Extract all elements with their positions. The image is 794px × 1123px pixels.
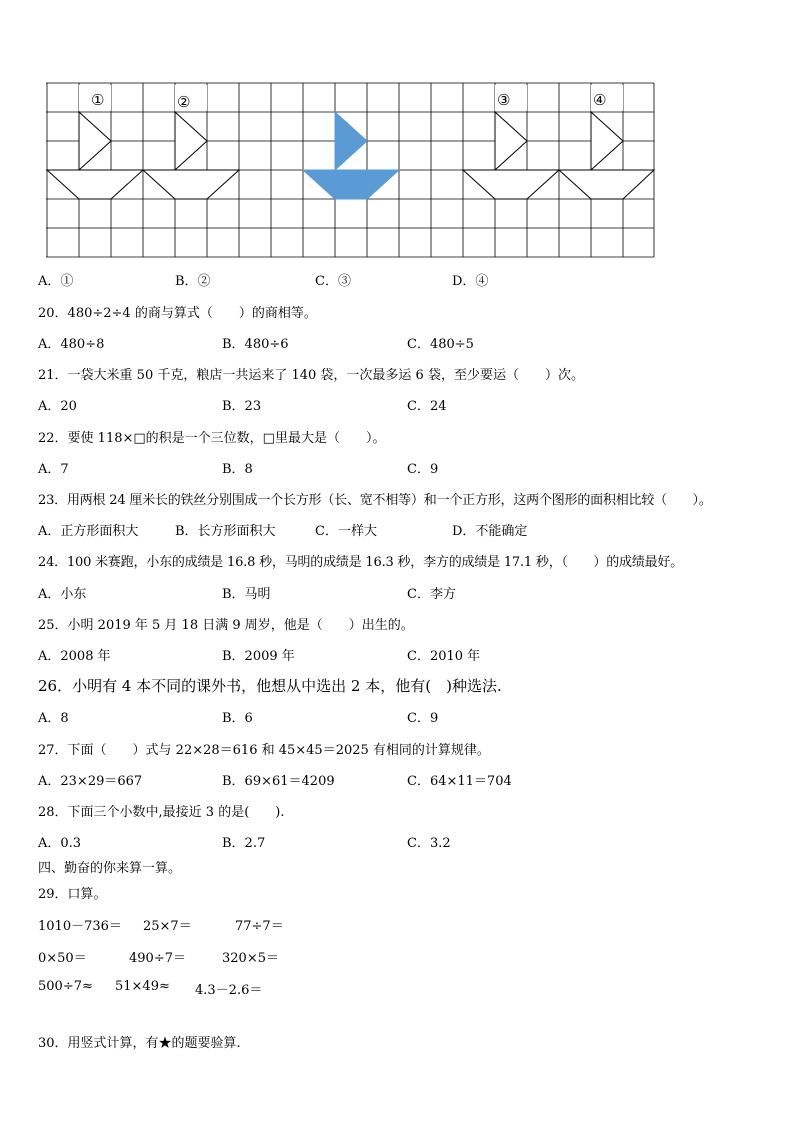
q23-option-c[interactable]: C．一样大	[315, 524, 377, 539]
q24-option-b[interactable]: B．马明	[222, 587, 271, 602]
figure-option-a[interactable]: A．①	[38, 274, 74, 289]
q22-option-b[interactable]: B．8	[222, 462, 253, 477]
question-22-stem: 22．要使 118×□的积是一个三位数，□里最大是（ ）。	[38, 431, 386, 446]
boat-label-2: ②	[177, 93, 191, 111]
question-21-stem: 21．一袋大米重 50 千克，粮店一共运来了 140 袋，一次最多运 6 袋，至少要运（ ）次。	[38, 368, 584, 383]
boat-label-1: ①	[91, 91, 105, 109]
calc-1-3: 77÷7＝	[235, 919, 284, 934]
q23-option-a[interactable]: A．正方形面积大	[38, 524, 139, 539]
q25-option-b[interactable]: B．2009 年	[222, 649, 295, 664]
calc-2-3: 320×5＝	[222, 951, 279, 966]
q24-option-a[interactable]: A．小东	[38, 587, 87, 602]
question-23-stem: 23．用两根 24 厘米长的铁丝分别围成一个长方形（长、宽不相等）和一个正方形，这两个图形的面积相比较（ ）。	[38, 493, 712, 508]
q21-option-c[interactable]: C．24	[407, 399, 447, 414]
boat-option-2	[143, 112, 239, 199]
calc-3-1: 500÷7≈	[38, 979, 93, 994]
q20-option-a[interactable]: A．480÷8	[38, 337, 105, 352]
q28-option-b[interactable]: B．2.7	[222, 836, 266, 851]
figure-option-d[interactable]: D．④	[452, 274, 489, 289]
question-27-stem: 27．下面（ ）式与 22×28＝616 和 45×45＝2025 有相同的计算规律。	[38, 743, 490, 758]
boat-option-3	[463, 112, 559, 199]
q28-option-a[interactable]: A．0.3	[38, 836, 82, 851]
q22-option-c[interactable]: C．9	[407, 462, 439, 477]
q20-option-b[interactable]: B．480÷6	[222, 337, 289, 352]
calc-3-3: 4.3－2.6＝	[195, 983, 263, 998]
calc-1-2: 25×7＝	[143, 919, 192, 934]
q20-option-c[interactable]: C．480÷5	[407, 337, 474, 352]
q22-option-a[interactable]: A．7	[38, 462, 69, 477]
boat-option-4	[559, 112, 654, 199]
q26-option-b[interactable]: B．6	[222, 711, 253, 726]
q21-option-a[interactable]: A．20	[38, 399, 77, 414]
q23-option-b[interactable]: B．长方形面积大	[175, 524, 276, 539]
q26-option-a[interactable]: A．8	[38, 711, 69, 726]
calc-1-1: 1010－736＝	[38, 919, 122, 934]
q28-option-c[interactable]: C．3.2	[407, 836, 451, 851]
q27-option-a[interactable]: A．23×29＝667	[38, 774, 143, 789]
q25-option-c[interactable]: C．2010 年	[407, 649, 481, 664]
section-4-title: 四、勤奋的你来算一算。	[38, 861, 182, 876]
q23-option-d[interactable]: D．不能确定	[452, 524, 528, 539]
question-25-stem: 25．小明 2019 年 5 月 18 日满 9 周岁，他是（ ）出生的。	[38, 618, 414, 633]
figure-option-c[interactable]: C．③	[315, 274, 351, 289]
q24-option-c[interactable]: C．李方	[407, 587, 456, 602]
question-20-stem: 20．480÷2÷4 的商与算式（ ）的商相等。	[38, 306, 317, 321]
question-29-stem: 29．口算。	[38, 887, 107, 902]
q25-option-a[interactable]: A．2008 年	[38, 649, 111, 664]
boat-label-4: ④	[593, 91, 607, 109]
question-30-stem: 30．用竖式计算，有★的题要验算.	[38, 1036, 241, 1051]
boat-option-1	[47, 112, 143, 199]
q26-option-c[interactable]: C．9	[407, 711, 439, 726]
calc-3-2: 51×49≈	[115, 979, 170, 994]
original-blue-boat	[303, 112, 399, 199]
calc-2-2: 490÷7＝	[129, 951, 186, 966]
figure-option-b[interactable]: B．②	[175, 274, 211, 289]
boat-label-3: ③	[497, 91, 511, 109]
q21-option-b[interactable]: B．23	[222, 399, 262, 414]
q27-option-b[interactable]: B．69×61＝4209	[222, 774, 335, 789]
question-24-stem: 24．100 米赛跑，小东的成绩是 16.8 秒，马明的成绩是 16.3 秒，李方的成绩是 17.1 秒，（ ）的成绩最好。	[38, 555, 684, 570]
question-28-stem: 28．下面三个小数中,最接近 3 的是( ).	[38, 805, 285, 820]
q27-option-c[interactable]: C．64×11＝704	[407, 774, 512, 789]
question-26-stem: 26．小明有 4 本不同的课外书，他想从中选出 2 本，他有( )种选法.	[38, 677, 502, 695]
calc-2-1: 0×50＝	[38, 951, 87, 966]
boat-grid-figure	[46, 82, 656, 260]
